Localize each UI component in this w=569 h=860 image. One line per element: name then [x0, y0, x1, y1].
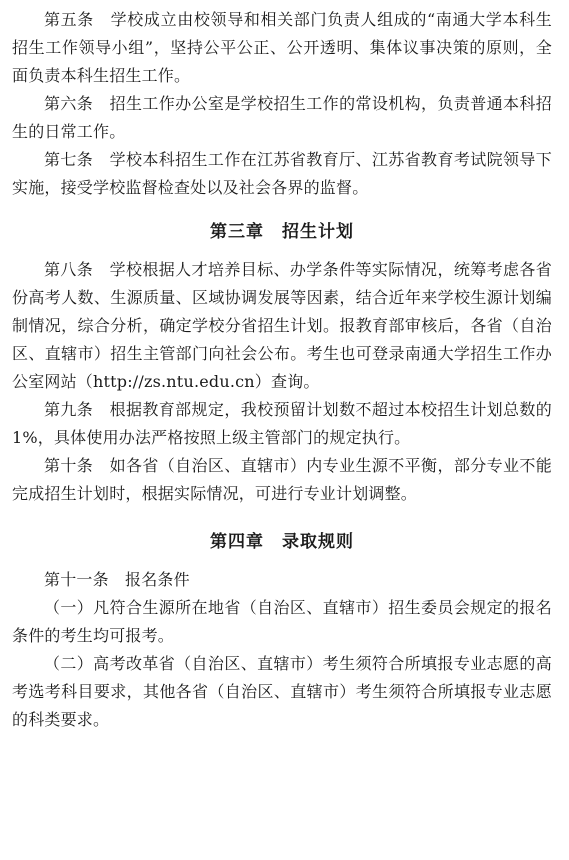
article-6: 第六条 招生工作办公室是学校招生工作的常设机构，负责普通本科招生的日常工作。	[12, 94, 552, 141]
document-page	[12, 6, 552, 734]
article-9: 第九条 根据教育部规定，我校预留计划数不超过本校招生计划总数的1%，具体使用办法严格按照上级主管部门的规定执行。	[12, 400, 552, 447]
article-8: 第八条 学校根据人才培养目标、办学条件等实际情况，统筹考虑各省份高考人数、生源质量、区域协调发展等因素，结合近年来学校生源计划编制情况，综合分析，确定学校分省招生计划。报教育部审核后，各省（自治区、直辖市）招生主管部门向社会公布。考生也可登录南通大学招生工作办公室网站（http://zs.ntu.edu.cn）查询。	[12, 260, 552, 391]
article-5: 第五条 学校成立由校领导和相关部门负责人组成的“南通大学本科生招生工作领导小组”，坚持公平公正、公开透明、集体议事决策的原则，全面负责本科生招生工作。	[12, 10, 552, 85]
chapter-3-heading: 第三章 招生计划	[210, 222, 354, 242]
article-11-item-2: （二）高考改革省（自治区、直辖市）考生须符合所填报专业志愿的高考选考科目要求，其他各省（自治区、直辖市）考生须符合所填报专业志愿的科类要求。	[12, 654, 552, 729]
article-10: 第十条 如各省（自治区、直辖市）内专业生源不平衡，部分专业不能完成招生计划时，根据实际情况，可进行专业计划调整。	[12, 456, 552, 503]
article-11-item-1: （一）凡符合生源所在地省（自治区、直辖市）招生委员会规定的报名条件的考生均可报考。	[12, 598, 552, 645]
article-7: 第七条 学校本科招生工作在江苏省教育厅、江苏省教育考试院领导下实施，接受学校监督检查处以及社会各界的监督。	[12, 150, 552, 197]
chapter-4-heading: 第四章 录取规则	[210, 532, 354, 552]
article-11-title: 第十一条 报名条件	[44, 570, 190, 589]
